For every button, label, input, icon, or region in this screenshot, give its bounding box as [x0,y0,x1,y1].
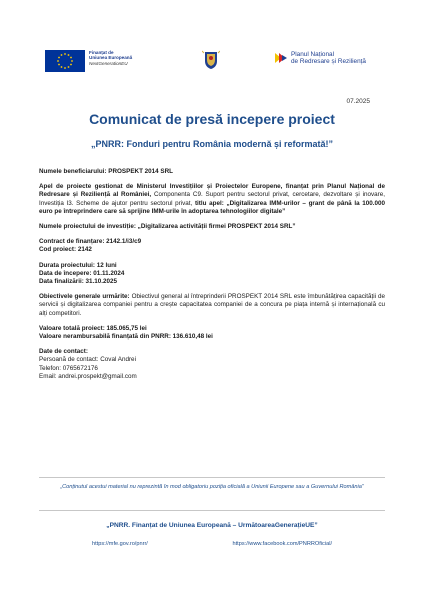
pnrr-arrows-icon [274,51,288,65]
contract-number: Contract de finanțare: 2142.1/i3/c9 [39,238,142,246]
footer-links [92,541,332,547]
project-duration: Durata proiectului: 12 luni [39,261,117,269]
page-title: Comunicat de presă incepere proiect [89,111,335,127]
eu-logo-text [89,50,132,66]
objectives-label: Obiectivele generale urmărite: [39,293,130,301]
release-date: 07.2025 [346,98,370,105]
press-release-body [39,168,385,381]
end-date: Data finalizării: 31.10.2025 [39,278,118,286]
call-component: Componenta C9. Suport pentru sectorul privat, cercetare, dezvoltare și inovare, Investiția I3. Scheme de ajutor pentru sectorul privat, [39,191,386,207]
total-value: Valoare totală proiect: 185.065,75 lei [39,324,147,332]
eu-flag-icon [45,50,85,72]
mfe-link[interactable]: https://mfe.gov.ro/pnrr/ [92,541,148,547]
pnrr-logo [274,51,366,66]
objectives-text: Obiectivul general al întreprinderii PROSPEKT 2014 SRL este îmbunătățirea capacității de servicii și digitalizarea companiei pentru a crește capacitatea companiei de a concura pe piața internă și internațională cu alți competitori. [39,293,385,317]
pnrr-logo-text [291,51,366,66]
beneficiary-name: Numele beneficiarului: PROSPEKT 2014 SRL [39,168,174,175]
call-intro: Apel de proiecte gestionat de Ministerul Investițiilor și Proiectelor Europene, finanțat prin Planul Național de Redresare și Reziliență al României, [39,183,385,199]
eu-logo-line3: NextGenerationEU [89,60,128,66]
project-name: Numele proiectului de investiție: „Digitalizarea activității firmei PROSPEKT 2014 SRL” [39,223,296,231]
call-title: titlu apel: „Digitalizarea IMM-urilor – grant de până la 100.000 euro pe întreprindere care să sprijine IMM-urile în adoptarea tehnologiilor digitale” [39,199,385,215]
footer-slogan: „PNRR. Finanțat de Uniunea Europeană – UrmătoareaGenerațieUE” [106,522,318,529]
start-date: Data de începere: 01.11.2024 [39,269,125,277]
project-code: Cod proiect: 2142 [39,246,92,254]
eu-funding-logo [45,50,132,72]
eu-logo-line1: Finanțat de [89,50,114,55]
contact-heading: Date de contact: [39,348,88,356]
contact-phone: Telefon: 0765672176 [39,364,98,372]
footer-disclaimer: „Conținutul acestui material nu reprezintă în mod obligatoriu poziția oficială a Uniunii Europene sau a Guvernului România” [60,484,364,490]
facebook-link[interactable]: https://www.facebook.com/PNRROficial/ [232,541,332,547]
footer-divider-top [39,477,385,478]
page-subtitle: „PNRR: Fonduri pentru România modernă și reformată!” [90,139,334,149]
pnrr-logo-line2: de Redresare și Reziliență [291,58,366,66]
romania-coat-of-arms-icon [202,50,220,70]
contact-email[interactable]: Email: andrei.prospekt@gmail.com [39,372,137,380]
call-description [39,183,385,216]
grant-value: Valoare nerambursabilă finanțată din PNRR: 136.610,48 lei [39,333,213,341]
contact-person: Persoană de contact: Coval Andrei [39,356,136,364]
objectives [39,293,385,318]
footer-divider-bottom [39,510,385,511]
pnrr-logo-line1: Planul Național [291,51,334,58]
eu-logo-line2: Uniunea Europeană [89,55,133,61]
